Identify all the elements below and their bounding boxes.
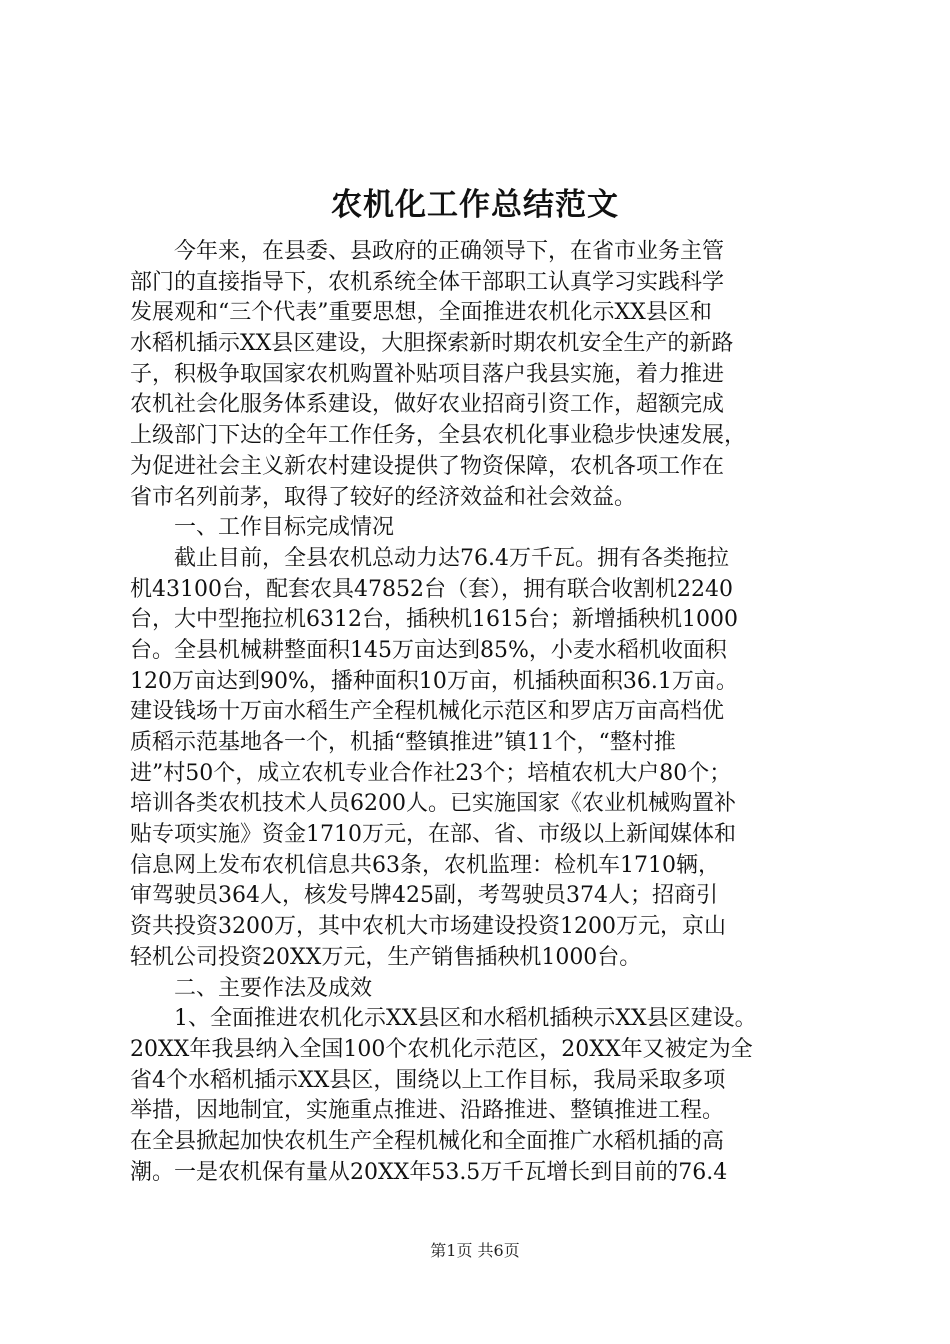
paragraph-line: 潮。一是农机保有量从20XX年53.5万千瓦增长到目前的76.4 <box>130 1159 728 1185</box>
paragraph-line: 贴专项实施》资金1710万元，在部、省、市级以上新闻媒体和 <box>130 822 736 848</box>
paragraph-line: 今年来，在县委、县政府的正确领导下，在省市业务主管 <box>174 239 725 264</box>
paragraph-line: 在全县掀起加快农机生产全程机械化和全面推广水稻机插的高 <box>130 1128 725 1154</box>
paragraph-line: 台。全县机械耕整面积145万亩达到85%，小麦水稻机收面积 <box>130 637 727 663</box>
paragraph-line: 机43100台，配套农具47852台（套），拥有联合收割机2240 <box>130 576 733 602</box>
paragraph-line: 1、全面推进农机化示XX县区和水稻机插秧示XX县区建设。 <box>174 1006 757 1032</box>
section-heading: 二、主要作法及成效 <box>174 975 373 1001</box>
paragraph-line: 资共投资3200万，其中农机大市场建设投资1200万元，京山 <box>130 914 726 940</box>
paragraph-line: 120万亩达到90%，播种面积10万亩，机插秧面积36.1万亩。 <box>130 668 738 694</box>
paragraph-line: 20XX年我县纳入全国100个农机化示范区，20XX年又被定为全 <box>130 1036 753 1062</box>
paragraph-line: 轻机公司投资20XX万元，生产销售插秧机1000台。 <box>130 944 642 970</box>
paragraph-line: 台，大中型拖拉机6312台，插秧机1615台；新增插秧机1000 <box>130 607 738 633</box>
paragraph-line: 省市名列前茅，取得了较好的经济效益和社会效益。 <box>130 484 637 510</box>
paragraph-line: 上级部门下达的全年工作任务，全县农机化事业稳步快速发展， <box>130 423 747 449</box>
page-number-footer: 第1页 共6页 <box>430 1241 520 1260</box>
document-title: 农机化工作总结范文 <box>331 187 619 223</box>
paragraph-line: 截止目前，全县农机总动力达76.4万千瓦。拥有各类拖拉 <box>174 545 729 571</box>
paragraph-line: 建设钱场十万亩水稻生产全程机械化示范区和罗店万亩高档优 <box>130 699 725 725</box>
paragraph-line: 举措，因地制宜，实施重点推进、沿路推进、整镇推进工程。 <box>130 1098 725 1124</box>
paragraph-line: 质稻示范基地各一个，机插“整镇推进”镇11个，“整村推 <box>130 730 676 755</box>
paragraph-line: 子，积极争取国家农机购置补贴项目落户我县实施，着力推进 <box>130 361 725 387</box>
paragraph-line: 为促进社会主义新农村建设提供了物资保障，农机各项工作在 <box>130 453 725 479</box>
paragraph-line: 信息网上发布农机信息共63条，农机监理：检机车1710辆， <box>130 852 720 878</box>
paragraph-line: 农机社会化服务体系建设，做好农业招商引资工作，超额完成 <box>130 392 725 418</box>
paragraph-line: 部门的直接指导下，农机系统全体干部职工认真学习实践科学 <box>130 269 725 295</box>
paragraph-line: 进”村50个，成立农机专业合作社23个；培植农机大户80个； <box>130 760 732 786</box>
paragraph-line: 发展观和“三个代表”重要思想，全面推进农机化示XX县区和 <box>130 300 712 326</box>
paragraph-line: 培训各类农机技术人员6200人。已实施国家《农业机械购置补 <box>130 791 736 817</box>
paragraph-line: 省4个水稻机插示XX县区，围绕以上工作目标，我局采取多项 <box>130 1067 726 1093</box>
paragraph-line: 水稻机插示XX县区建设，大胆探索新时期农机安全生产的新路 <box>130 331 734 357</box>
section-heading: 一、工作目标完成情况 <box>174 515 395 541</box>
paragraph-line: 审驾驶员364人，核发号牌425副，考驾驶员374人；招商引 <box>130 883 718 909</box>
document-body <box>130 237 842 1188</box>
